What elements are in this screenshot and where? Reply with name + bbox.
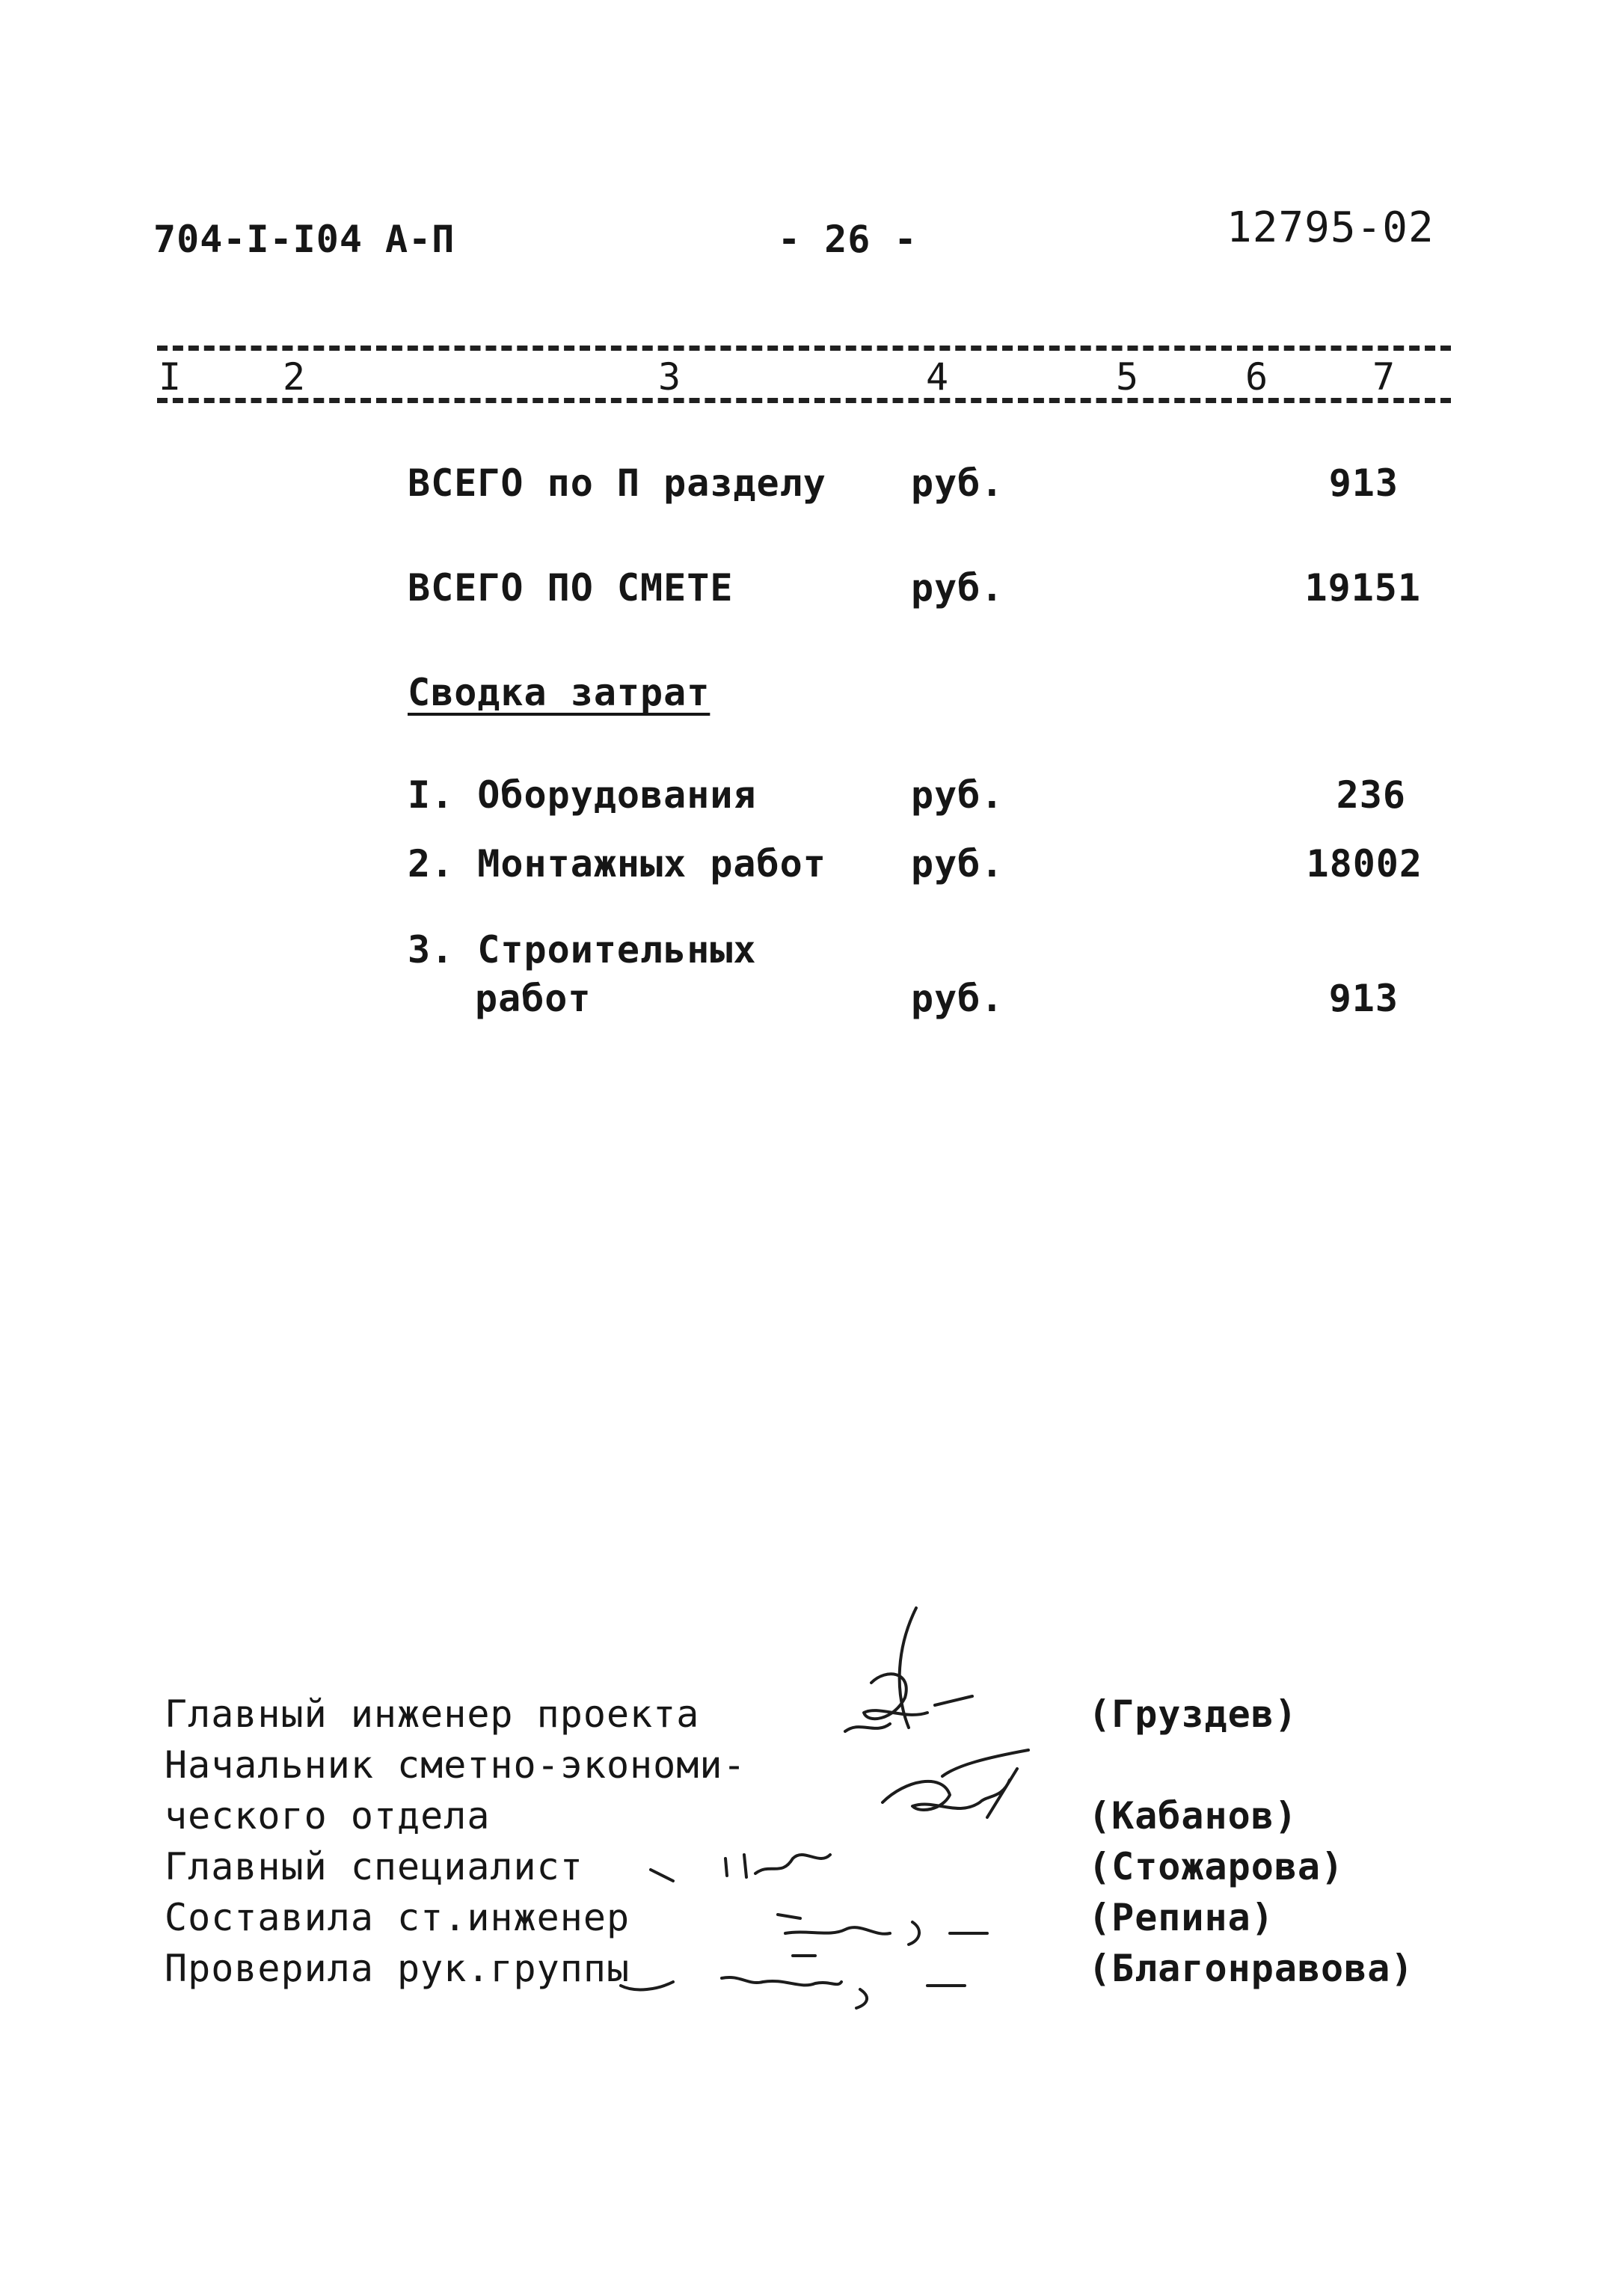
table-bottom-rule: [157, 398, 1451, 403]
total-section-unit: руб.: [911, 461, 1004, 505]
signatory-name-repina: (Репина): [1088, 1896, 1274, 1939]
table-top-rule: [157, 346, 1451, 351]
signatory-role-senior-engineer: Составила ст.инженер: [165, 1896, 630, 1939]
column-number-3: 3: [658, 355, 681, 399]
album-code: А-П: [385, 218, 455, 261]
signatory-role-head-estimates-line1: Начальник сметно-экономи-: [165, 1743, 746, 1787]
summary-item-installation-value: 18002: [1306, 842, 1422, 885]
total-estimate-value: 19151: [1304, 566, 1421, 610]
total-estimate-label: ВСЕГО ПО СМЕТЕ: [408, 566, 734, 610]
signatory-role-chief-engineer: Главный инженер проекта: [165, 1692, 700, 1736]
summary-title: Сводка затрат: [408, 671, 711, 714]
summary-item-construction-label-line2: работ: [475, 977, 592, 1020]
handwritten-signature-chief-specialist: [643, 1840, 868, 1900]
summary-item-equipment-value: 236: [1336, 773, 1406, 817]
signatory-name-blagonravova: (Благонравова): [1088, 1947, 1414, 1990]
summary-item-installation-label: 2. Монтажных работ: [408, 842, 826, 885]
column-number-1: I: [159, 355, 182, 399]
handwritten-signature-group-leader: [613, 1944, 1002, 2012]
column-number-2: 2: [283, 355, 306, 399]
signatory-name-stozharova: (Стожарова): [1088, 1845, 1345, 1888]
column-number-7: 7: [1372, 355, 1396, 399]
summary-item-installation-unit: руб.: [911, 842, 1004, 885]
summary-item-construction-value: 913: [1328, 977, 1399, 1020]
total-section-label: ВСЕГО по П разделу: [408, 461, 826, 505]
handwritten-signature-head-estimates: [838, 1735, 1047, 1855]
column-number-6: 6: [1245, 355, 1268, 399]
summary-item-construction-unit: руб.: [911, 977, 1004, 1020]
document-code: 704-I-I04: [153, 218, 363, 261]
summary-item-equipment-unit: руб.: [911, 773, 1004, 817]
column-number-4: 4: [926, 355, 949, 399]
signatory-role-head-estimates-line2: ческого отдела: [165, 1794, 491, 1838]
signatory-name-gruzdev: (Груздев): [1088, 1692, 1298, 1736]
signatory-name-kabanov: (Кабанов): [1088, 1794, 1298, 1838]
column-number-5: 5: [1116, 355, 1139, 399]
page-number: - 26 -: [778, 218, 918, 261]
total-estimate-unit: руб.: [911, 566, 1004, 610]
signatory-role-group-leader: Проверила рук.группы: [165, 1947, 630, 1990]
signatory-role-chief-specialist: Главный специалист: [165, 1845, 583, 1888]
handwritten-signature-chief-engineer: [823, 1600, 1002, 1758]
summary-item-construction-label-line1: 3. Строительных: [408, 928, 757, 971]
archive-number: 12795-02: [1227, 203, 1434, 252]
total-section-value: 913: [1328, 461, 1399, 505]
summary-item-equipment-label: I. Оборудования: [408, 773, 757, 817]
